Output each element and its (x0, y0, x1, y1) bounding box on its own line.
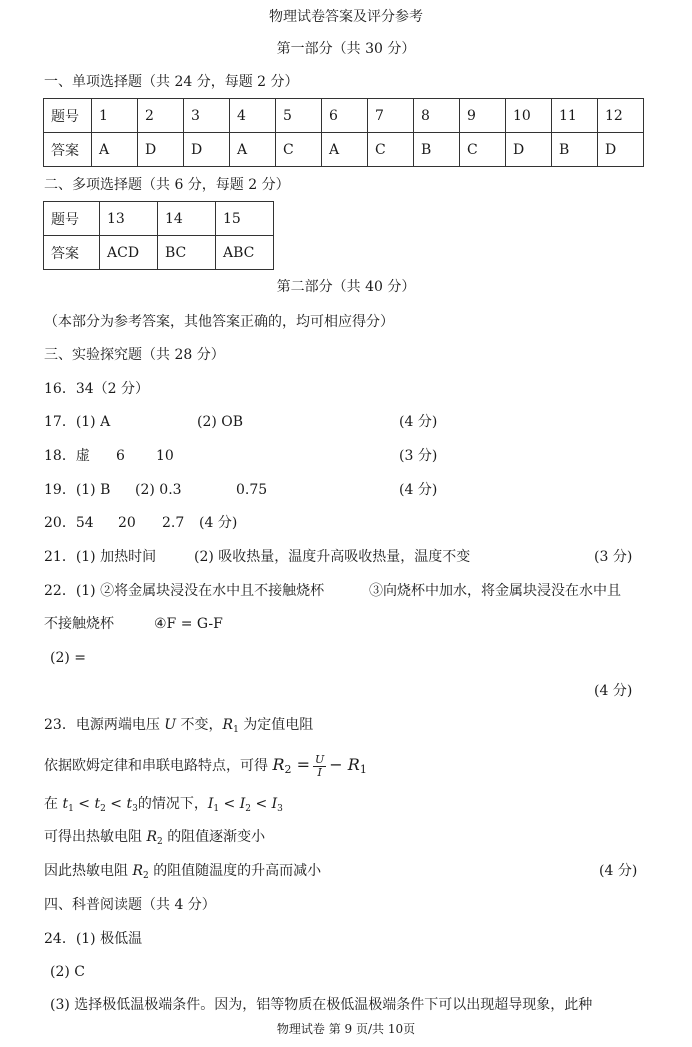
part1-title: 第一部分（共 30 分） (276, 41, 416, 57)
q23-line4: 可得出热敏电阻 $R_2$ 的阻值逐渐变小 (44, 829, 266, 847)
q24-part1: 24．(1) 极低温 (44, 931, 143, 947)
table-cell: C (368, 133, 414, 167)
table-cell: B (414, 133, 460, 167)
table-cell: D (184, 133, 230, 167)
q18-value-a: 6 (116, 448, 125, 464)
q20-value-a: 20 (118, 515, 136, 531)
q22-score: (4 分) (594, 683, 633, 699)
part2-note: （本部分为参考答案，其他答案正确的，均可相应得分） (44, 314, 394, 330)
table-cell: 11 (552, 99, 598, 133)
table-cell: 10 (506, 99, 552, 133)
section3-heading: 三、实验探究题（共 28 分） (44, 347, 225, 363)
q22-line2: 不接触烧杯 (44, 616, 114, 632)
q23-line1 (44, 716, 313, 739)
row-label: 答案 (44, 236, 100, 270)
single-choice-table (43, 98, 644, 167)
q22-line3: (2) = (50, 650, 87, 666)
q22-line1: 22．(1) ②将金属块浸没在水中且不接触烧杯 (44, 583, 325, 599)
r2-symbol: $R_2$ (132, 863, 149, 881)
current-inequality: $I_1 < I_2 < I_3$ (207, 796, 283, 814)
q17-part2: (2) OB (197, 414, 244, 430)
q23-line3: 在 $t_1 < t_2 < t_3$的情况下，$I_1 < I_2 < I_3$ (44, 796, 283, 814)
q23-line2: 依据欧姆定律和串联电路特点，可得 $R_2$ = $\frac{U}{I}$ − $R_1$ (44, 752, 367, 779)
part2-title: 第二部分（共 40 分） (276, 279, 416, 295)
time-inequality: $t_1 < t_2 < t_3$ (62, 796, 138, 814)
table-cell: 12 (598, 99, 644, 133)
table-cell: 5 (276, 99, 322, 133)
q22-line1-cont: ③向烧杯中加水，将金属块浸没在水中且 (369, 583, 621, 599)
q22-formula: ④F = G-F (154, 616, 223, 632)
q19-part1: 19．(1) B (44, 482, 111, 498)
q23-text-a: 23．电源两端电压 (44, 717, 160, 733)
q21-part2: (2) 吸收热量，温度升高吸收热量，温度不变 (194, 549, 471, 565)
q20-answer: 20．54 (44, 515, 94, 531)
table-cell: D (598, 133, 644, 167)
q23-line5: 因此热敏电阻 $R_2$ 的阻值随温度的升高而减小 (44, 863, 322, 881)
r1-symbol: $R_1$ (222, 717, 239, 735)
table-cell: 1 (92, 99, 138, 133)
table-cell: BC (158, 236, 216, 270)
table-row (44, 133, 644, 167)
table-cell: 13 (100, 202, 158, 236)
table-row (44, 202, 274, 236)
q23-score: (4 分) (599, 863, 638, 879)
table-cell: 3 (184, 99, 230, 133)
q18-value-b: 10 (156, 448, 174, 464)
table-cell: C (276, 133, 322, 167)
fraction-u-over-i: $\frac{U}{I}$ (315, 752, 325, 779)
q21-part1: 21．(1) 加热时间 (44, 549, 157, 565)
q19-part2: (2) 0.3 (135, 482, 182, 498)
table-cell: 8 (414, 99, 460, 133)
ohm-formula: $R_2$ = (272, 755, 310, 776)
multi-choice-table (43, 201, 274, 270)
table-row (44, 236, 274, 270)
q19-part3: 0.75 (236, 482, 268, 498)
table-cell: A (230, 133, 276, 167)
row-label: 答案 (44, 133, 92, 167)
q23-text-b: 不变， (180, 717, 223, 733)
table-cell: ACD (100, 236, 158, 270)
q18-answer: 18．虚 (44, 448, 90, 464)
table-cell: D (506, 133, 552, 167)
table-cell: B (552, 133, 598, 167)
q23-line2-text: 依据欧姆定律和串联电路特点，可得 (44, 758, 268, 774)
table-cell: 7 (368, 99, 414, 133)
table-cell: 4 (230, 99, 276, 133)
table-cell: A (92, 133, 138, 167)
page-footer: 物理试卷 第 9 页/共 10页 (276, 1022, 416, 1036)
table-cell: A (322, 133, 368, 167)
q17-part1: 17．(1) A (44, 414, 111, 430)
section1-heading: 一、单项选择题（共 24 分，每题 2 分） (44, 74, 299, 90)
table-row (44, 99, 644, 133)
q17-score: (4 分) (399, 414, 438, 430)
q18-score: (3 分) (399, 448, 438, 464)
section4-heading: 四、科普阅读题（共 4 分） (44, 897, 216, 913)
table-cell: D (138, 133, 184, 167)
r2-symbol: $R_2$ (146, 829, 163, 847)
row-label: 题号 (44, 99, 92, 133)
q21-score: (3 分) (594, 549, 633, 565)
q24-part3: (3) 选择极低温极端条件。因为，铝等物质在极低温极端条件下可以出现超导现象，此种 (50, 997, 593, 1013)
q23-text-c: 为定值电阻 (243, 717, 314, 733)
voltage-symbol: U (159, 717, 181, 733)
table-cell: ABC (216, 236, 274, 270)
row-label: 题号 (44, 202, 100, 236)
q19-score: (4 分) (399, 482, 438, 498)
q24-part2: (2) C (50, 964, 85, 980)
table-cell: 15 (216, 202, 274, 236)
table-cell: 2 (138, 99, 184, 133)
section2-heading: 二、多项选择题（共 6 分，每题 2 分） (44, 177, 290, 193)
table-cell: 6 (322, 99, 368, 133)
table-cell: C (460, 133, 506, 167)
q20-value-b: 2.7 (162, 515, 185, 531)
document-title: 物理试卷答案及评分参考 (269, 9, 423, 25)
table-cell: 9 (460, 99, 506, 133)
q20-score: (4 分) (199, 515, 238, 531)
q16-answer: 16．34（2 分） (44, 381, 149, 397)
table-cell: 14 (158, 202, 216, 236)
